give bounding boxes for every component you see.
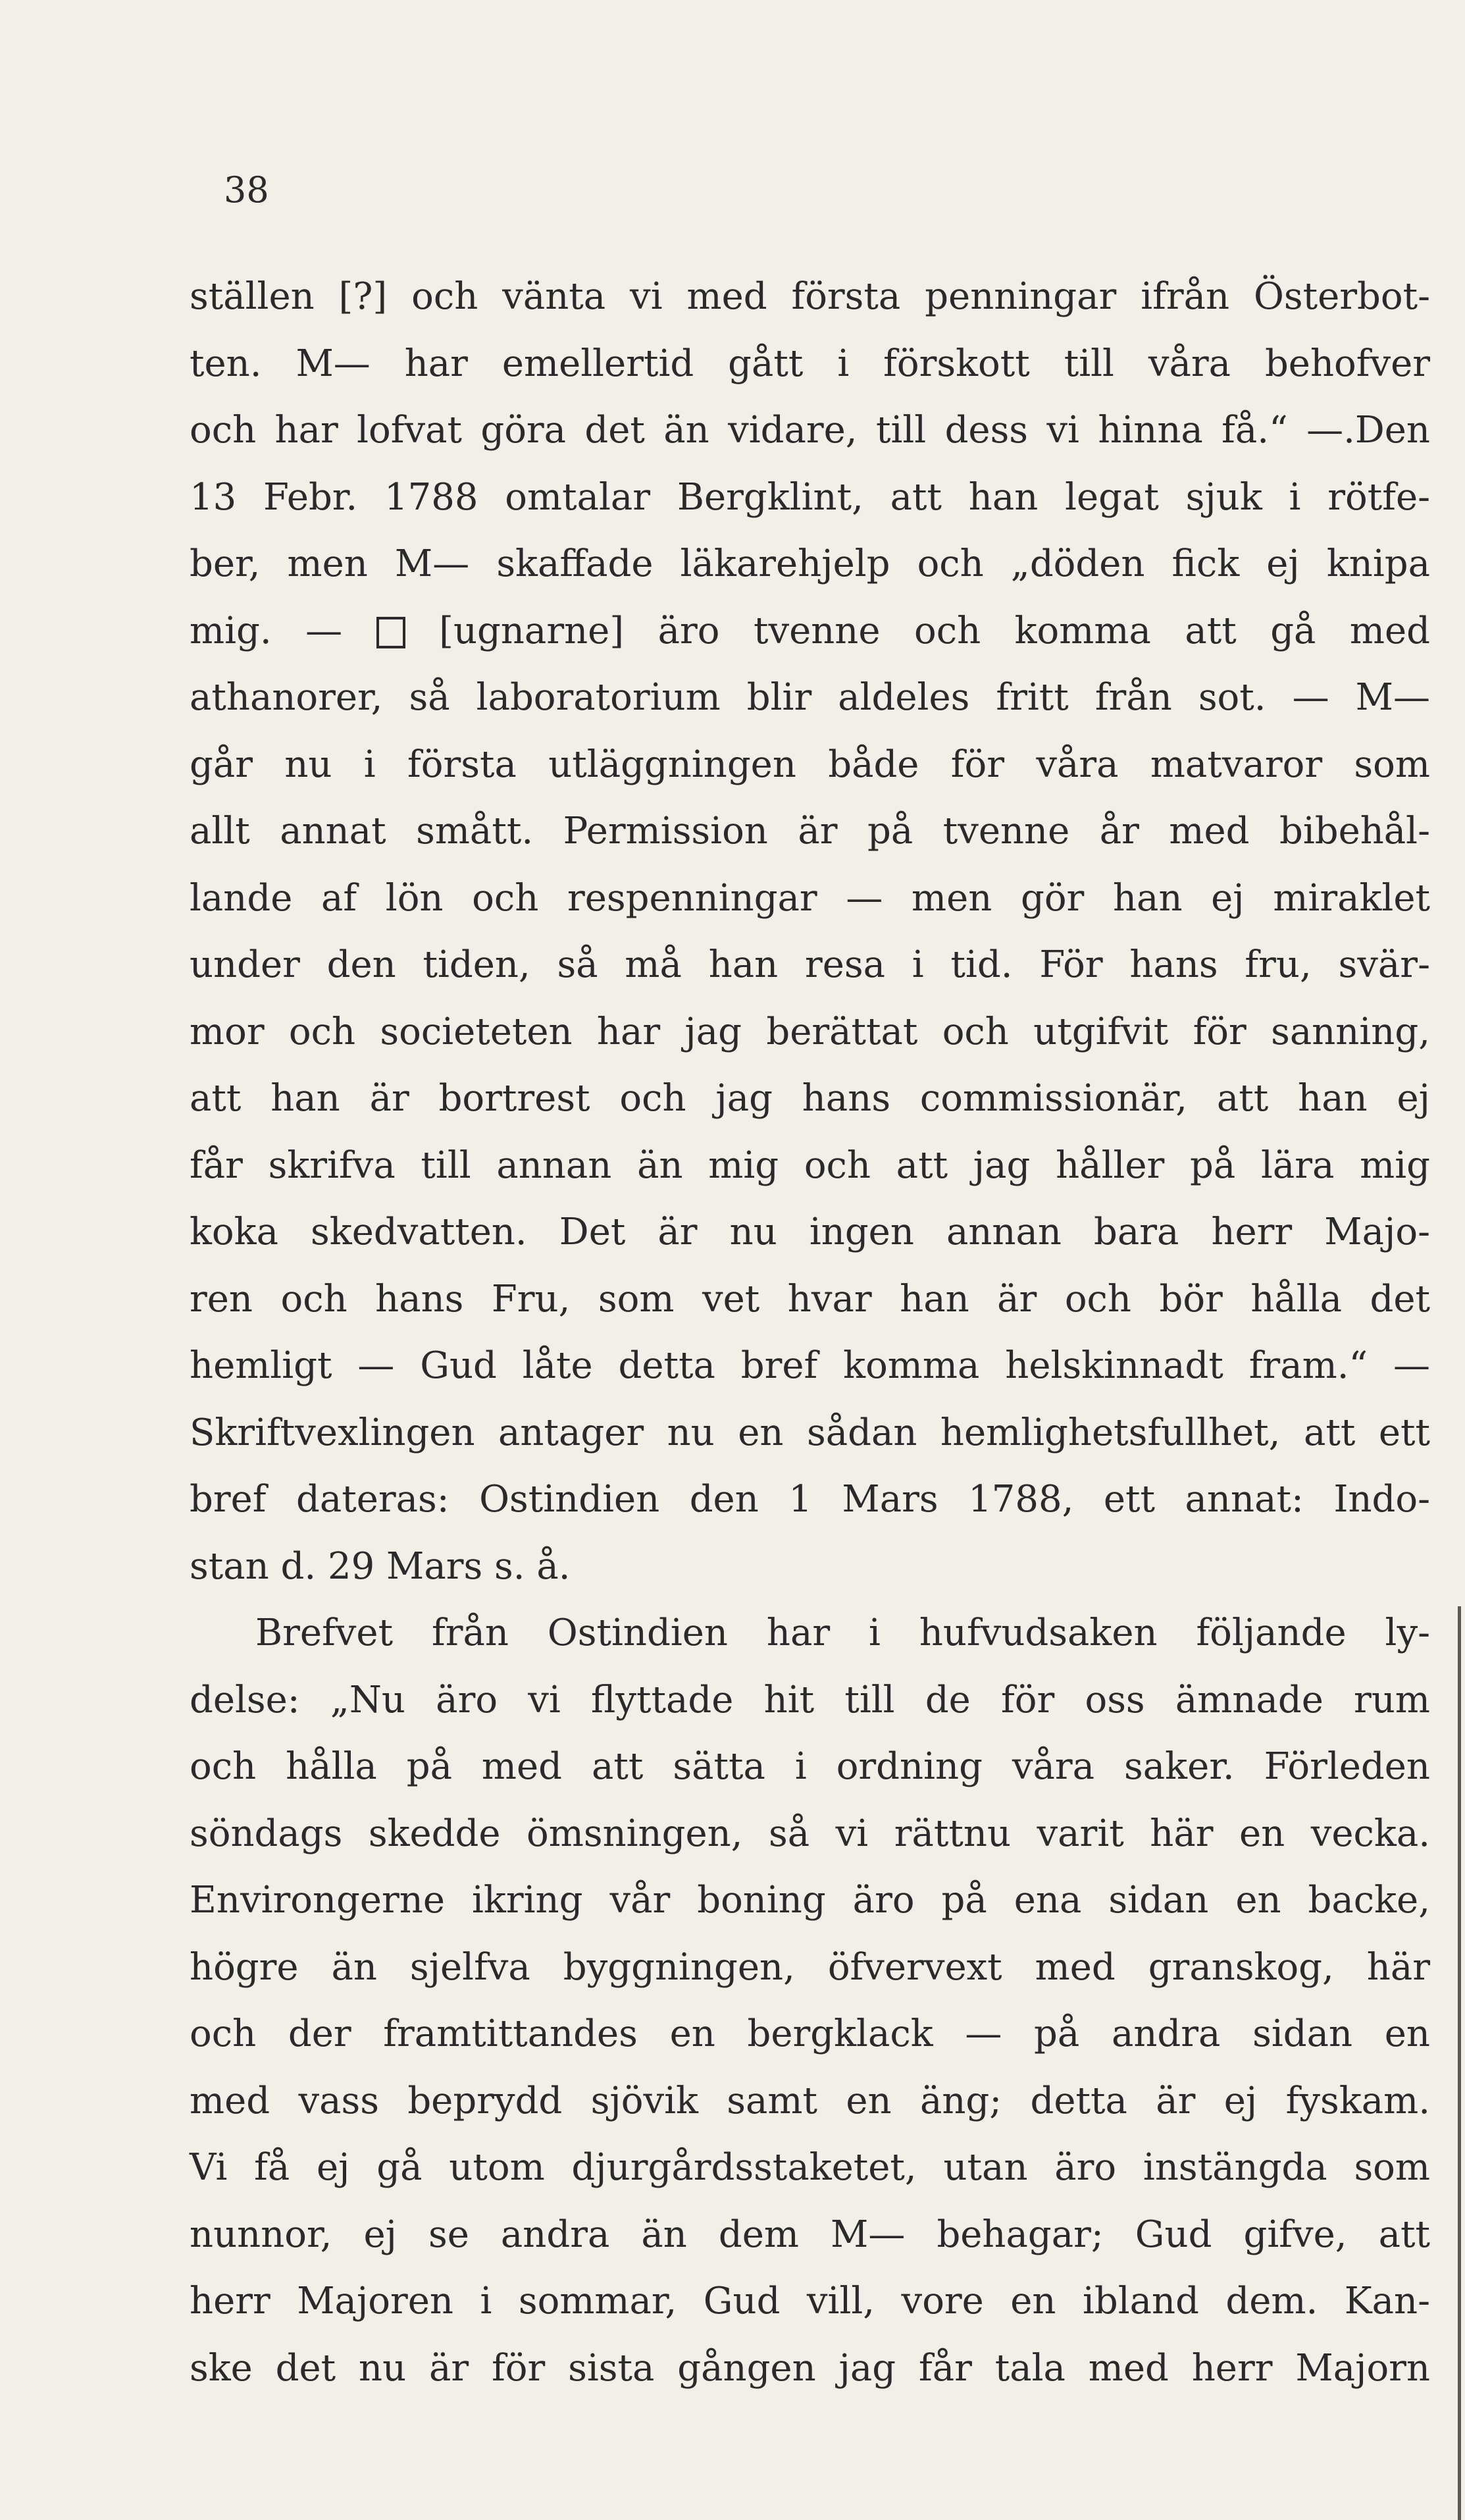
text-line-with-box xyxy=(190,598,1430,665)
square-symbol-icon xyxy=(376,617,405,648)
text-line: under den tiden, så må han resa i tid. För hans fru, svär- xyxy=(190,943,1430,986)
text-line: ber, men M— skaffade läkarehjelp och „döden fick ej knipa xyxy=(190,542,1430,585)
text-line: ten. M— har emellertid gått i förskott till våra behofver xyxy=(190,342,1430,385)
text-line: ren och hans Fru, som vet hvar han är och bör hålla det xyxy=(190,1277,1430,1321)
text-line: med vass beprydd sjövik samt en äng; detta är ej fyskam. xyxy=(190,2079,1430,2122)
text-line: och har lofvat göra det än vidare, till dess vi hinna få.“ —.Den xyxy=(190,409,1430,452)
page-number: 38 xyxy=(224,169,269,211)
text-line: hemligt — Gud låte detta bref komma helskinnadt fram.“ — xyxy=(190,1344,1430,1387)
body-text xyxy=(190,263,1430,2402)
text-line: får skrifva till annan än mig och att jag håller på lära mig xyxy=(190,1143,1430,1187)
text-fragment: [ugnarne] äro tvenne och komma att gå med xyxy=(405,609,1430,652)
text-line: och hålla på med att sätta i ordning våra saker. Förleden xyxy=(190,1745,1430,1788)
text-line: och der framtittandes en bergklack — på andra sidan en xyxy=(190,2012,1430,2055)
text-line: söndags skedde ömsningen, så vi rättnu varit här en vecka. xyxy=(190,1812,1430,1855)
text-line: Skriftvexlingen antager nu en sådan hemlighetsfullhet, att ett xyxy=(190,1411,1430,1454)
text-line: bref dateras: Ostindien den 1 Mars 1788, ett annat: Indo- xyxy=(190,1478,1430,1521)
text-line: lande af lön och respenningar — men gör han ej miraklet xyxy=(190,876,1430,920)
text-line: herr Majoren i sommar, Gud vill, vore en ibland dem. Kan- xyxy=(190,2280,1430,2323)
text-line: stan d. 29 Mars s. å. xyxy=(190,1544,571,1588)
text-line: Vi få ej gå utom djurgårdsstaketet, utan äro instängda som xyxy=(190,2146,1430,2189)
page-edge-shadow xyxy=(1458,1606,1461,2520)
text-line: ske det nu är för sista gången jag får tala med herr Majorn xyxy=(190,2346,1430,2390)
text-line: 13 Febr. 1788 omtalar Bergklint, att han legat sjuk i rötfe- xyxy=(190,475,1430,519)
text-fragment: mig. — xyxy=(190,609,376,652)
text-line: delse: „Nu äro vi flyttade hit till de för oss ämnade rum xyxy=(190,1678,1430,1721)
text-line: Environgerne ikring vår boning äro på ena sidan en backe, xyxy=(190,1879,1430,1922)
text-line: koka skedvatten. Det är nu ingen annan bara herr Majo- xyxy=(190,1211,1430,1253)
text-line: högre än sjelfva byggningen, öfvervext med granskog, här xyxy=(190,1945,1430,1989)
text-line: att han är bortrest och jag hans commissionär, att han ej xyxy=(190,1077,1430,1120)
text-line: nunnor, ej se andra än dem M— behagar; Gud gifve, att xyxy=(190,2213,1430,2256)
text-line: allt annat smått. Permission är på tvenne år med bibehål- xyxy=(190,810,1430,853)
text-line: athanorer, så laboratorium blir aldeles fritt från sot. — M— xyxy=(190,676,1430,719)
text-line: går nu i första utläggningen både för våra matvaror som xyxy=(190,743,1430,786)
text-line: mor och societeten har jag berättat och utgifvit för sanning, xyxy=(190,1010,1430,1053)
text-line: ställen [?] och vänta vi med första penningar ifrån Österbot- xyxy=(190,275,1430,318)
text-line: Brefvet från Ostindien har i hufvudsaken följande ly- xyxy=(255,1612,1430,1654)
